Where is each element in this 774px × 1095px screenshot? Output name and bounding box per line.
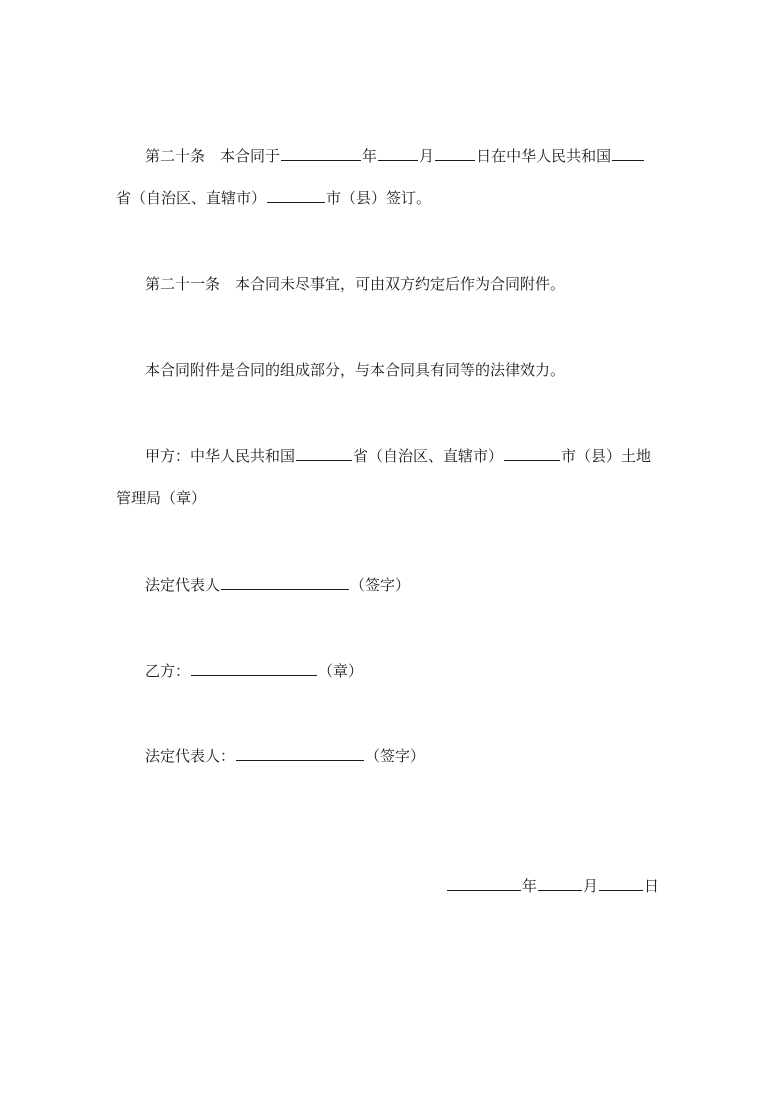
article20-year-blank[interactable] [281,146,361,161]
party-b-line [145,661,363,681]
rep-b-suffix: （签字） [365,747,426,765]
article20-month-label: 月 [419,147,435,165]
party-b-label: 乙方： [145,662,191,680]
date-month-blank[interactable] [538,876,582,891]
article20-province-blank[interactable] [612,146,644,161]
rep-b-line [145,746,425,766]
party-a-text4: 管理局（章） [116,489,207,507]
annex-text: 本合同附件是合同的组成部分，与本合同具有同等的法律效力。 [145,361,566,379]
party-a-text2: 省（自治区、直辖市） [353,447,504,465]
article20-day-blank[interactable] [435,146,475,161]
article20-label: 第二十条 [145,147,206,165]
date-day-label: 日 [644,877,660,895]
date-line [446,876,659,896]
party-a-city-blank[interactable] [504,446,560,461]
article21-line [145,274,565,294]
party-a-line2 [116,488,206,508]
article20-city-text: 市（县）签订。 [326,189,432,207]
annex-line [145,360,565,380]
rep-a-label: 法定代表人 [145,576,221,594]
rep-a-signature-blank[interactable] [221,575,349,590]
rep-a-suffix: （签字） [350,576,411,594]
party-a-line1 [145,446,651,466]
date-year-label: 年 [522,877,538,895]
article20-line2 [116,188,431,208]
date-year-blank[interactable] [447,876,521,891]
party-a-province-blank[interactable] [296,446,352,461]
article20-city-blank[interactable] [267,188,325,203]
date-month-label: 月 [583,877,599,895]
rep-b-label: 法定代表人： [145,747,236,765]
date-day-blank[interactable] [599,876,643,891]
party-b-name-blank[interactable] [191,661,317,676]
article21-text: 本合同未尽事宜，可由双方约定后作为合同附件。 [235,275,566,293]
article20-text2: 日在中华人民共和国 [476,147,612,165]
article20-text1: 本合同于 [220,147,281,165]
article20-province-text: 省（自治区、直辖市） [116,189,267,207]
party-a-text3: 市（县）土地 [561,447,652,465]
article20-year-label: 年 [362,147,378,165]
rep-b-signature-blank[interactable] [236,746,364,761]
article20-line1 [145,146,645,166]
party-a-text1: 甲方：中华人民共和国 [145,447,296,465]
rep-a-line [145,575,410,595]
article20-month-blank[interactable] [378,146,418,161]
party-b-suffix: （章） [318,662,364,680]
article21-label: 第二十一条 [145,275,221,293]
